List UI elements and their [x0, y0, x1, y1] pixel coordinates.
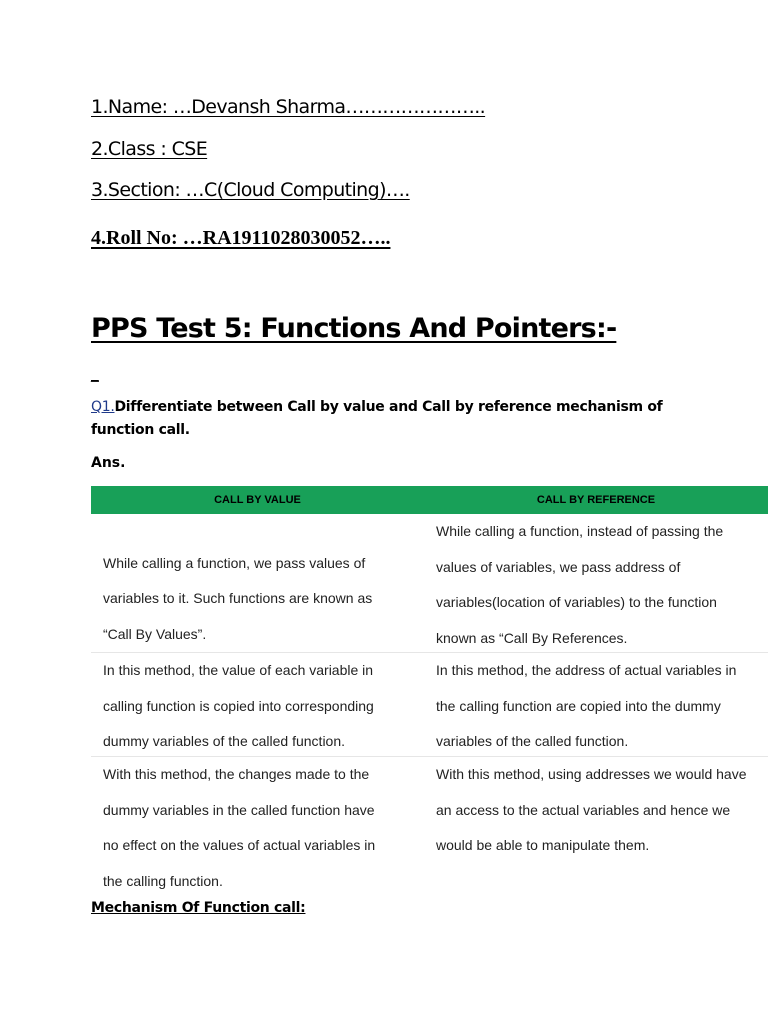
value-cell: [91, 514, 424, 652]
page-title: PPS Test 5: Functions And Pointers:-: [91, 313, 617, 344]
header-call-by-reference: CALL BY REFERENCE: [536, 494, 656, 506]
answer-label: Ans.: [91, 455, 126, 471]
cell-line: values of variables, we pass address of: [436, 558, 681, 575]
header-call-by-value: CALL BY VALUE: [214, 494, 301, 506]
cell-line: would be able to manipulate them.: [436, 837, 650, 853]
cell-line: an access to the actual variables and hence we: [436, 801, 731, 818]
question-text: Differentiate between Call by value and Call by reference mechanism of function call.: [91, 399, 663, 438]
cell-line: While calling a function, we pass values of: [103, 554, 366, 571]
reference-cell: [424, 757, 768, 897]
cell-line: In this method, the address of actual variables in: [436, 662, 737, 678]
table-header: [91, 486, 768, 514]
table-row: [91, 653, 768, 757]
cell-line: calling function is copied into corresponding: [103, 697, 374, 714]
cell-line: While calling a function, instead of passing the: [436, 523, 724, 539]
reference-cell: [424, 653, 768, 756]
comparison-table: [91, 486, 768, 897]
cell-line: the calling function.: [103, 872, 223, 889]
cell-line: dummy variables of the called function.: [103, 733, 346, 749]
student-class: 2.Class : CSE: [91, 138, 208, 160]
mechanism-heading: Mechanism Of Function call:: [91, 900, 306, 916]
cell-line: the calling function are copied into the dummy: [436, 697, 721, 714]
cell-line: variables of the called function.: [436, 733, 629, 749]
table-row: [91, 514, 768, 653]
student-roll-no: 4.Roll No: …RA1911028030052…..: [91, 227, 391, 249]
value-cell: [91, 653, 424, 756]
cell-line: In this method, the value of each variable in: [103, 662, 374, 678]
dash-mark: _: [91, 366, 99, 382]
student-name: 1.Name: …Devansh Sharma…………………..: [91, 96, 486, 118]
reference-cell: [424, 514, 768, 652]
cell-line: variables to it. Such functions are known as: [103, 590, 373, 606]
cell-line: known as “Call By References.: [436, 629, 628, 646]
cell-line: no effect on the values of actual variables in: [103, 837, 376, 853]
cell-line: With this method, the changes made to the: [103, 766, 370, 782]
question-number: Q1.: [91, 399, 115, 415]
cell-line: “Call By Values”.: [103, 625, 207, 642]
question-1: [91, 396, 681, 442]
cell-line: dummy variables in the called function have: [103, 801, 375, 818]
cell-line: variables(location of variables) to the function: [436, 594, 717, 610]
value-cell: [91, 757, 424, 897]
table-row: [91, 757, 768, 897]
student-section: 3.Section: …C(Cloud Computing)….: [91, 179, 410, 201]
cell-line: With this method, using addresses we would have: [436, 766, 747, 782]
